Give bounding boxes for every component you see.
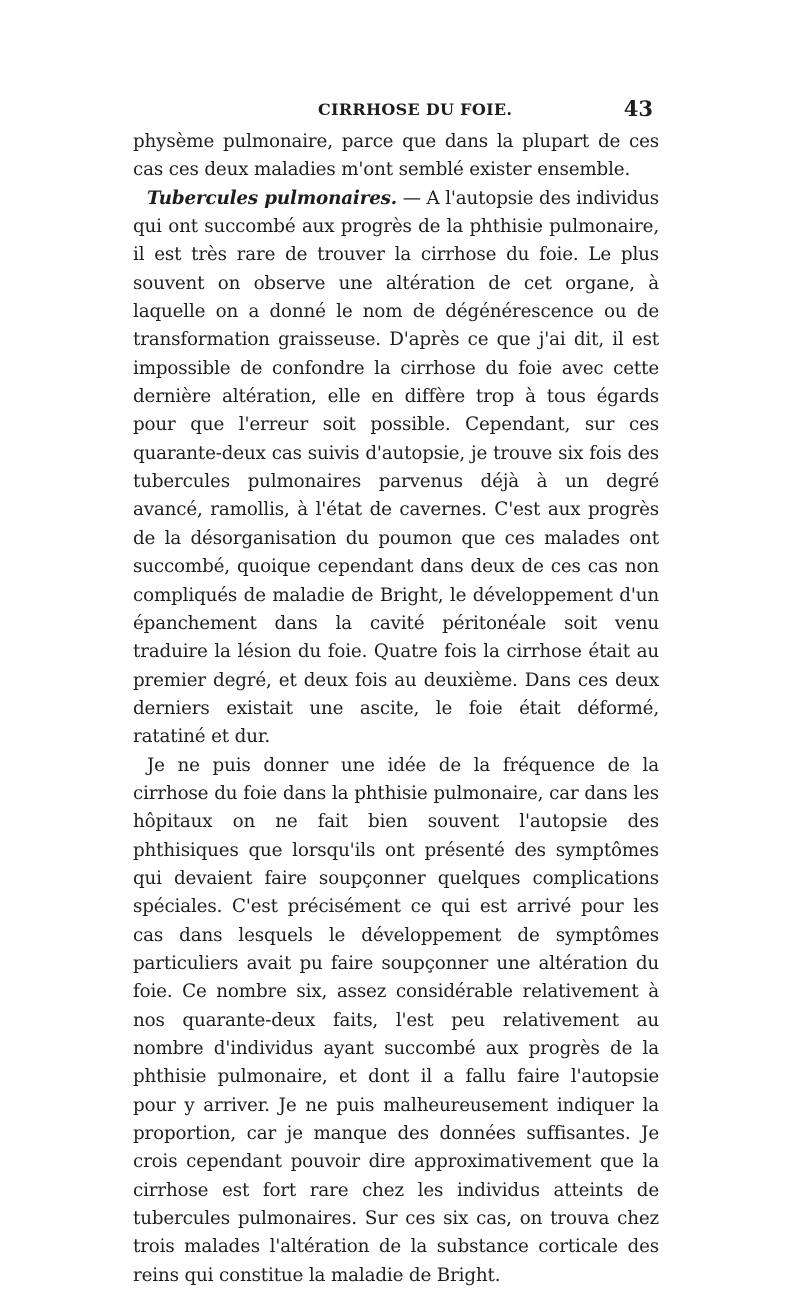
paragraph-2 <box>133 185 659 752</box>
section-heading-tubercules: Tubercules pulmonaires. <box>147 187 398 209</box>
page-header <box>133 96 653 126</box>
main-text <box>133 128 659 1290</box>
paragraph-1: physème pulmonaire, parce que dans la plupart de ces cas ces deux maladies m'ont semblé exister ensemble. <box>133 131 659 181</box>
paragraph-3: Je ne puis donner une idée de la fréquence de la cirrhose du foie dans la phthisie pulmonaire, car dans les hôpitaux on ne fait bien souvent l'autopsie des phthisiques que lorsqu'ils ont présenté des symptômes qui devaient faire soupçonner quelques complications spéciales. C'est précisément ce qui est arrivé pour les cas dans lesquels le développement de symptômes particuliers avait pu faire soupçonner une altération du foie. Ce nombre six, assez considérable relativement à nos quarante-deux faits, l'est peu relativement au nombre d'individus ayant succombé aux progrès de la phthisie pulmonaire, et dont il a fallu faire l'autopsie pour y arriver. Je ne puis malheureusement indiquer la proportion, car je manque des données suffisantes. Je crois cependant pouvoir dire approximativement que la cirrhose est fort rare chez les individus atteints de tubercules pulmonaires. Sur ces six cas, on trouva chez trois malades l'altération de la substance corticale des reins qui constitue la maladie de Bright. <box>133 754 659 1286</box>
paragraph-2-text: — A l'autopsie des individus qui ont succombé aux progrès de la phthisie pulmonaire, il est très rare de trouver la cirrhose du foie. Le plus souvent on observe une altération de cet organe, à laquelle on a donné le nom de dégénérescence ou de transformation graisseuse. D'après ce que j'ai dit, il est impossible de confondre la cirrhose du foie avec cette dernière altération, elle en diffère trop à tous égards pour que l'erreur soit possible. Cependant, sur ces quarante-deux cas suivis d'autopsie, je trouve six fois des tubercules pulmonaires parvenus déjà à un degré avancé, ramollis, à l'état de cavernes. C'est aux progrès de la désorganisation du poumon que ces malades ont succombé, quoique cependant dans deux de ces cas non compliqués de maladie de Bright, le développement d'un épanchement dans la cavité péritonéale soit venu traduire la lésion du foie. Quatre fois la cirrhose était au premier degré, et deux fois au deuxième. Dans ces deux derniers existait une ascite, le foie était déformé, ratatiné et dur. <box>133 187 659 748</box>
page-number: 43 <box>623 96 653 121</box>
running-title: CIRRHOSE DU FOIE. <box>318 100 513 119</box>
